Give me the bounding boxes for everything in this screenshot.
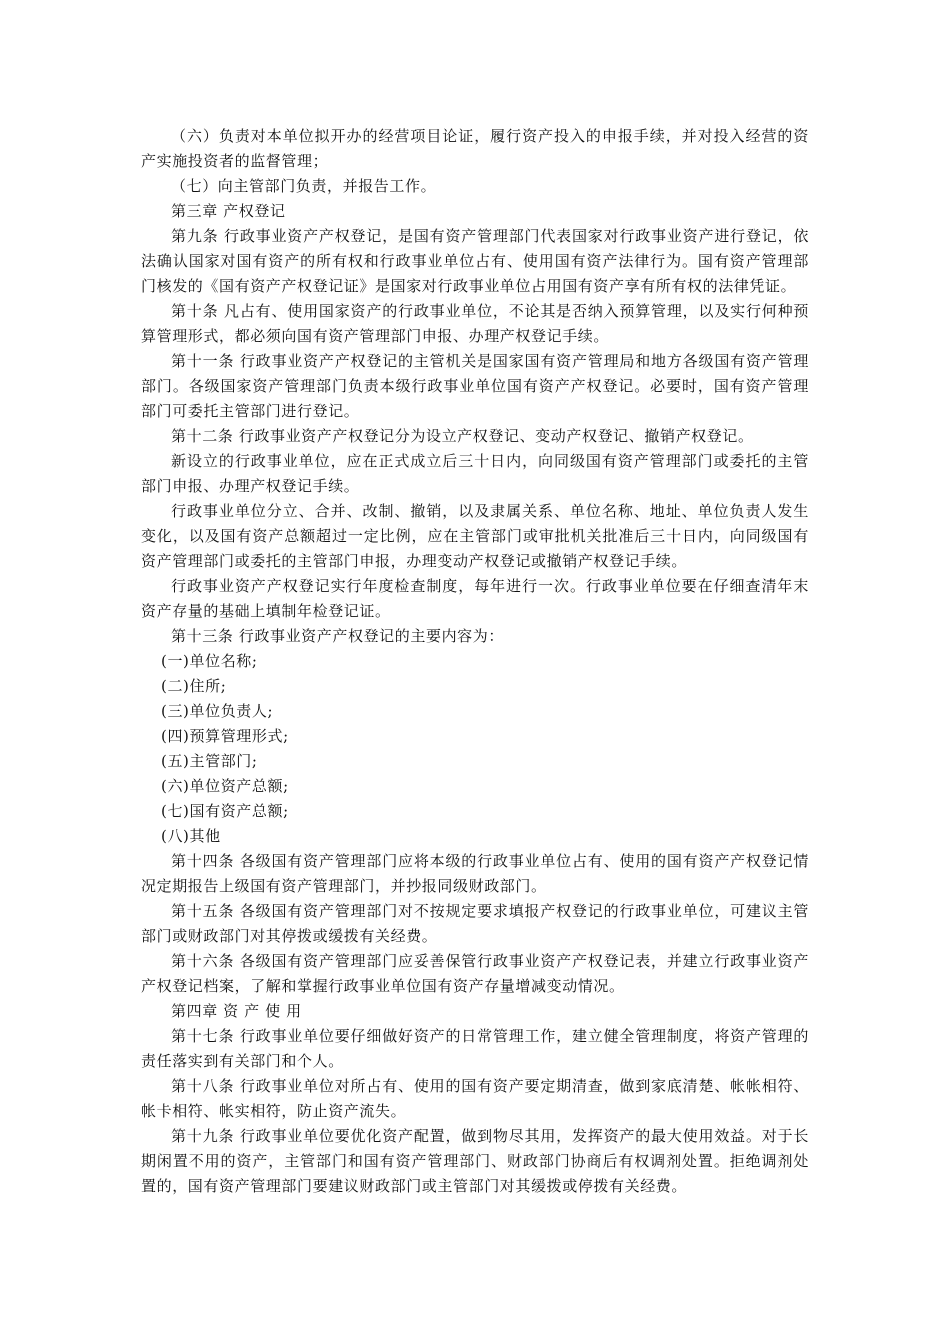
list-item: (三)单位负责人; (161, 702, 274, 720)
list-item: (五)主管部门; (161, 752, 258, 770)
list-item: (七)国有资产总额; (161, 802, 289, 820)
article-12-changes: 行政事业单位分立、合并、改制、撤销，以及隶属关系、单位名称、地址、单位负责人发生变化，以及国有资产总额超过一定比例，应在主管部门或审批机关批准后三十日内，向同级国有资产管理部门或委托的主管部门申报，办理变动产权登记或撤销产权登记手续。 (141, 502, 809, 570)
document-page (141, 124, 809, 1199)
paragraph-item-6: （六）负责对本单位拟开办的经营项目论证，履行资产投入的申报手续，并对投入经营的资产实施投资者的监督管理； (141, 127, 809, 170)
chapter-3-heading: 第三章 产权登记 (171, 202, 286, 220)
article-12: 第十二条 行政事业资产产权登记分为设立产权登记、变动产权登记、撤销产权登记。 (171, 427, 754, 445)
article-16: 第十六条 各级国有资产管理部门应妥善保管行政事业资产产权登记表，并建立行政事业资产产权登记档案，了解和掌握行政事业单位国有资产存量增减变动情况。 (141, 952, 809, 995)
chapter-4-heading: 第四章 资 产 使 用 (171, 1002, 302, 1020)
article-12-new-units: 新设立的行政事业单位，应在正式成立后三十日内，向同级国有资产管理部门或委托的主管部门申报、办理产权登记手续。 (141, 452, 809, 495)
article-14: 第十四条 各级国有资产管理部门应将本级的行政事业单位占有、使用的国有资产产权登记情况定期报告上级国有资产管理部门，并抄报同级财政部门。 (141, 852, 809, 895)
article-15: 第十五条 各级国有资产管理部门对不按规定要求填报产权登记的行政事业单位，可建议主管部门或财政部门对其停拨或缓拨有关经费。 (141, 902, 809, 945)
article-17: 第十七条 行政事业单位要仔细做好资产的日常管理工作，建立健全管理制度，将资产管理的责任落实到有关部门和个人。 (141, 1027, 809, 1070)
list-item: (二)住所; (161, 677, 227, 695)
list-item: (八)其他 (161, 827, 221, 845)
article-13: 第十三条 行政事业资产产权登记的主要内容为： (171, 627, 504, 645)
list-item: (四)预算管理形式; (161, 727, 289, 745)
article-9: 第九条 行政事业资产产权登记，是国有资产管理部门代表国家对行政事业资产进行登记，依法确认国家对国有资产的所有权和行政事业单位占有、使用国有资产法律行为。国有资产管理部门核发的《国有资产产权登记证》是国家对行政事业单位占用国有资产享有所有权的法律凭证。 (141, 227, 809, 295)
list-item: (六)单位资产总额; (161, 777, 289, 795)
article-18: 第十八条 行政事业单位对所占有、使用的国有资产要定期清查，做到家底清楚、帐帐相符、帐卡相符、帐实相符，防止资产流失。 (141, 1077, 809, 1120)
paragraph-item-7: （七）向主管部门负责，并报告工作。 (171, 177, 437, 195)
article-11: 第十一条 行政事业资产产权登记的主管机关是国家国有资产管理局和地方各级国有资产管理部门。各级国家资产管理部门负责本级行政事业单位国有资产产权登记。必要时，国有资产管理部门可委托主管部门进行登记。 (141, 352, 809, 420)
list-item: (一)单位名称; (161, 652, 258, 670)
article-12-annual-check: 行政事业资产产权登记实行年度检查制度，每年进行一次。行政事业单位要在仔细查清年末资产存量的基础上填制年检登记证。 (141, 577, 809, 620)
article-19: 第十九条 行政事业单位要优化资产配置，做到物尽其用，发挥资产的最大使用效益。对于长期闲置不用的资产，主管部门和国有资产管理部门、财政部门协商后有权调剂处置。拒绝调剂处置的，国有资产管理部门要建议财政部门或主管部门对其缓拨或停拨有关经费。 (141, 1127, 809, 1195)
article-10: 第十条 凡占有、使用国家资产的行政事业单位，不论其是否纳入预算管理，以及实行何种预算管理形式，都必须向国有资产管理部门申报、办理产权登记手续。 (141, 302, 809, 345)
